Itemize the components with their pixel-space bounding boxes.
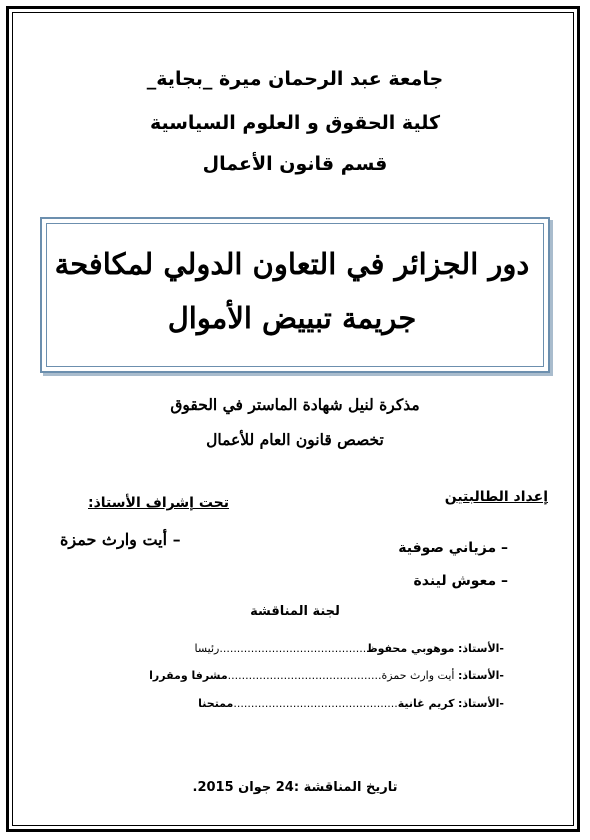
committee-member-row [149,669,504,682]
thesis-title-box [40,217,550,373]
title-box-inner-border [46,223,544,367]
member-dots: .......................................... [219,642,367,655]
student-name: – معوش ليندة [413,573,508,589]
committee-title: لجنة المناقشة [250,604,340,619]
member-prefix: -الأستاذ: [457,642,504,655]
thesis-title-line-1: دور الجزائر في التعاون الدولي لمكافحة [54,247,530,281]
member-prefix: -الأستاذ: [457,697,504,710]
member-name: كريم غانية [397,697,455,710]
defense-date: تاريخ المناقشة :24 جوان 2015. [192,780,398,795]
committee-member-row [194,642,504,655]
member-role: مشرفا ومقررا [149,669,228,682]
member-role: رئيسا [194,642,220,655]
member-prefix: -الأستاذ: [457,669,504,682]
member-name: موهوبي محفوظ [366,642,455,655]
thesis-title-line-2: جريمة تبييض الأموال [167,301,417,335]
member-role: ممتحنا [198,697,234,710]
specialization: تخصص قانون العام للأعمال [206,430,384,449]
supervisor-label: تحت إشراف الأستاذ: [88,495,229,511]
member-dots: ............................................... [233,697,398,710]
faculty-name: كلية الحقوق و العلوم السياسية [149,112,441,134]
department-name: قسم قانون الأعمال [202,153,388,175]
member-name: أيت وارث حمزة [381,669,455,682]
student-name: – مزياني صوفية [398,540,508,556]
degree-statement: مذكرة لنيل شهادة الماستر في الحقوق [170,395,420,414]
university-name: جامعة عبد الرحمان ميرة _بجاية_ [146,68,444,90]
committee-member-row [198,697,504,710]
students-label: إعداد الطالبتين [444,489,548,505]
supervisor-name: – أيت وارث حمزة [60,530,181,549]
member-dots: ............................................ [227,669,382,682]
